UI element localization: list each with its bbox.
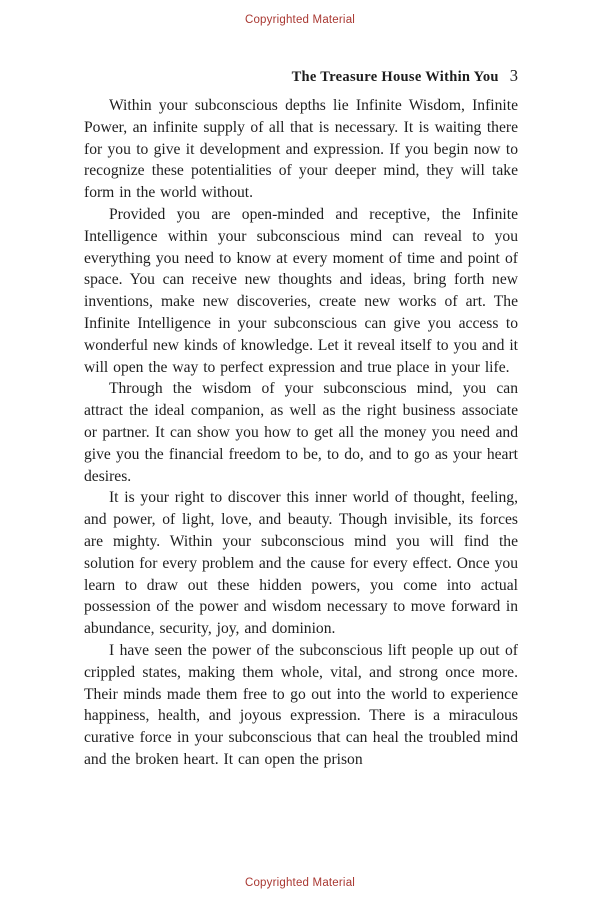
chapter-title: The Treasure House Within You [291,69,499,85]
paragraph: It is your right to discover this inner world of thought, feeling, and power, of light, love, and beauty. Though invisible, its forces are mighty. Within your subconscious mind you will find the solution for every problem and the cause for every effect. Once you learn to draw out these hidden powers, you come into actual possession of the power and wisdom necessary to move forward in abundance, security, joy, and dominion. [84,489,518,638]
paragraph: I have seen the power of the subconscious lift people up out of crippled states, making them whole, vital, and strong once more. Their minds made them free to go out into the world to experience happiness, health, and joyous expression. There is a miraculous curative force in your subconscious that can heal the troubled mind and the broken heart. It can open the prison [84,641,518,768]
page-number: 3 [509,66,518,85]
body-text [84,95,518,771]
copyright-notice-bottom: Copyrighted Material [244,877,356,889]
copyright-notice-top: Copyrighted Material [244,14,356,26]
paragraph: Within your subconscious depths lie Infinite Wisdom, Infinite Power, an infinite supply of all that is necessary. It is waiting there for you to give it development and expression. If you begin now to recognize these potentialities of your deeper mind, they will take form in the world without. [84,97,518,202]
running-header [84,66,518,86]
paragraph: Through the wisdom of your subconscious mind, you can attract the ideal companion, as well as the right business associate or partner. It can show you how to get all the money you need and give you the financial freedom to be, to do, and to go as your heart desires. [84,380,518,485]
paragraph: Provided you are open-minded and receptive, the Infinite Intelligence within your subconscious mind can reveal to you everything you need to know at every moment of time and point of space. You can receive new thoughts and ideas, bring forth new inventions, make new discoveries, create new works of art. The Infinite Intelligence in your subconscious can give you access to wonderful new kinds of knowledge. Let it reveal itself to you and it will open the way to perfect expression and true place in your life. [84,205,518,376]
